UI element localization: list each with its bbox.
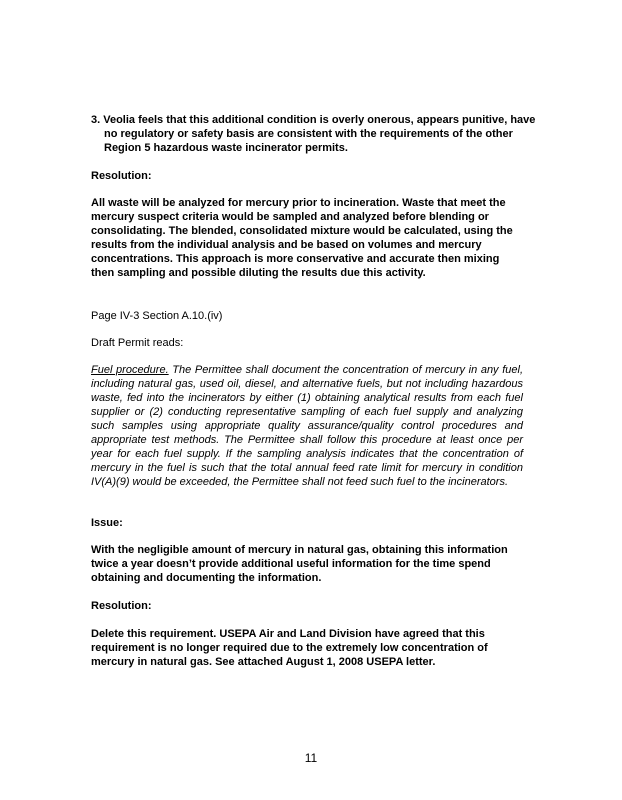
numbered-item-3: 3. Veolia feels that this additional condition is overly onerous, appears punitive, have no regulatory or safety basis are consistent with the requirements of the other Region 5 hazardous waste incinerator permits.: [91, 114, 536, 154]
resolution-text-1: All waste will be analyzed for mercury prior to incineration. Waste that meet the mercury suspect criteria would be sampled and analyzed before blending or consolidating. The blended, consolidated mixture would be calculated, using the results from the individual analysis and be based on volumes and mercury concentrations. This approach is more conservative and accurate then mixing then sampling and possible diluting the results due this activity.: [91, 197, 513, 279]
resolution-heading-1: Resolution:: [91, 170, 152, 182]
resolution-heading-2: Resolution:: [91, 600, 152, 612]
resolution-text-2: Delete this requirement. USEPA Air and Land Division have agreed that this requirement is no longer required due to the extremely low concentration of mercury in natural gas. See attached August 1, 2008 USEPA letter.: [91, 628, 488, 668]
fuel-procedure-text: The Permittee shall document the concentration of mercury in any fuel, including natural gas, used oil, diesel, and alternative fuels, but not including hazardous waste, fed into the incinerators by either (1) obtaining analytical results from each fuel supplier or (2) conducting representative sampling of each fuel supply and analyzing such samples using appropriate quality assurance/quality control procedures and appropriate test methods. The Permittee shall follow this procedure at least once per year for each fuel supply. If the sampling analysis indicates that the concentration of mercury in the fuel is such that the total annual feed rate limit for mercury in condition IV(A)(9) would be exceeded, the Permittee shall not feed such fuel to the incinerators.: [91, 364, 523, 488]
fuel-procedure-heading: Fuel procedure.: [91, 364, 169, 376]
fuel-procedure-paragraph: [91, 363, 523, 489]
page-reference: Page IV-3 Section A.10.(iv): [91, 310, 223, 322]
issue-text: With the negligible amount of mercury in natural gas, obtaining this information twice a year doesn’t provide additional useful information for the time spend obtaining and documenting the information.: [91, 544, 508, 584]
draft-permit-label: Draft Permit reads:: [91, 337, 184, 349]
issue-heading: Issue:: [91, 517, 123, 529]
page-number: 11: [304, 751, 318, 765]
